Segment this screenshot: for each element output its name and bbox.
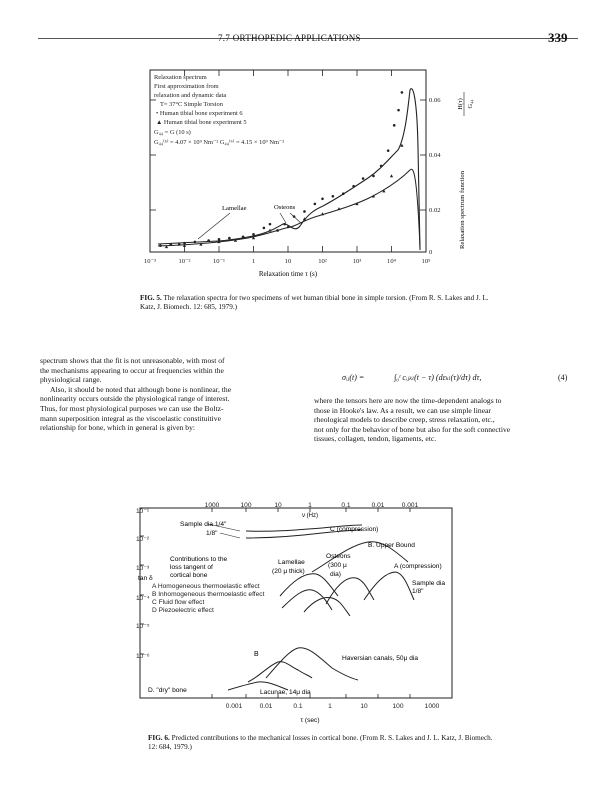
curve-osteons <box>326 578 374 604</box>
label-dry-bone: D. "dry" bone <box>148 687 187 694</box>
data-point-experiment-6 <box>387 149 390 152</box>
effect-label: A Homogeneous thermoelastic effect <box>152 583 260 590</box>
data-point-experiment-6 <box>362 177 365 180</box>
label-contributions: loss tangent of <box>170 564 213 571</box>
freq-tick-label: 1 <box>308 502 312 509</box>
label-lamellae: Lamellae <box>278 559 305 566</box>
figure-6-effects-legend <box>152 583 265 614</box>
data-point-experiment-6 <box>169 243 172 246</box>
figure-5-yfrac-den: G₄₄ <box>467 99 474 109</box>
y-tick-label: 10⁻³ <box>136 565 150 572</box>
legend-line: • Human tibial bone experiment 6 <box>156 110 243 117</box>
y-tick-label: 10⁻¹ <box>136 508 150 515</box>
x-tick-label: 10⁴ <box>387 258 396 265</box>
curve-haversian <box>266 648 358 680</box>
text-line: the mechanisms appearing to occur at frequencies within the <box>40 365 224 375</box>
data-point-experiment-6 <box>332 195 335 198</box>
label-osteons: dia) <box>330 571 341 578</box>
y-tick-label: 0.06 <box>429 97 441 104</box>
text-line: Also, it should be noted that although bone is nonlinear, the <box>50 384 232 394</box>
time-tick-label: 100 <box>392 703 404 710</box>
time-tick-label: 0.1 <box>293 703 303 710</box>
data-point-experiment-6 <box>314 203 317 206</box>
text-line: relationship for bone, which in general is given by: <box>40 423 196 433</box>
text-line: tissues, collagen, tendon, ligaments, etc. <box>314 434 437 444</box>
y-tick-label: 10⁻² <box>136 536 150 543</box>
label-marker-b: B <box>254 651 259 658</box>
figure-6-caption-label: FIG. 6. <box>148 734 170 742</box>
text-line: rheological models to describe creep, stress relaxation, etc., <box>314 415 495 425</box>
legend-line: Relaxation spectrum <box>154 74 207 81</box>
annotation-lamellae: Lamellae <box>222 205 247 212</box>
data-point-experiment-6 <box>397 109 400 112</box>
data-point-experiment-5 <box>321 212 324 215</box>
label-osteons: Osteons <box>326 553 351 560</box>
annotation-osteons: Osteons <box>274 204 296 211</box>
data-point-experiment-6 <box>178 243 181 246</box>
x-tick-label: 10⁻² <box>178 258 191 265</box>
label-haversian: Haversian canals, 50μ dia <box>342 655 419 662</box>
label-osteons: (300 μ <box>328 562 347 569</box>
label-sample-dia-2: 1/8" <box>206 530 218 537</box>
x-tick-label: 10⁻¹ <box>212 258 226 265</box>
figure-6-chart <box>132 500 477 732</box>
freq-tick-label: 0.001 <box>401 502 419 509</box>
curve-effect-2 <box>304 598 350 616</box>
running-header: 7.7 ORTHOPEDIC APPLICATIONS <box>218 33 361 43</box>
freq-tick-label: 10 <box>274 502 282 509</box>
text-line: where the tensors here are now the time-dependent analogs to <box>314 396 502 405</box>
equation-number: (4) <box>558 373 568 382</box>
x-tick-label: 10⁻³ <box>143 258 157 265</box>
freq-tick-label: 100 <box>240 502 252 509</box>
freq-tick-label: 0.01 <box>371 502 385 509</box>
y-tick-label: 0.04 <box>429 152 441 159</box>
label-sample-dia-right: 1/8" <box>412 588 424 595</box>
effect-label: D Piezoelectric effect <box>152 607 214 614</box>
data-point-experiment-6 <box>269 223 272 226</box>
x-tick-label: 10⁵ <box>421 258 431 265</box>
x-tick-label: 10³ <box>352 258 362 265</box>
figure-6-caption <box>148 734 498 752</box>
curve-effect-1 <box>282 590 332 610</box>
figure-5-xlabel: Relaxation time τ (s) <box>258 270 318 278</box>
data-point-experiment-6 <box>401 91 404 94</box>
time-tick-label: 1 <box>328 703 332 710</box>
label-compression-a: A (compression) <box>394 563 442 570</box>
data-point-experiment-6 <box>380 165 383 168</box>
legend-line: T= 37°C Simple Torsion <box>160 101 223 108</box>
equation-rhs: ∫₀ᵗ cᵢⱼₖₗ(t − τ) (dεₖₗ(τ)/dτ) dτ, <box>394 373 482 382</box>
data-point-experiment-6 <box>159 244 162 247</box>
freq-tick-label: 1000 <box>204 502 220 509</box>
label-sample-dia-1: Sample dia 1/4" <box>180 521 227 528</box>
effect-label: B Inhomogeneous thermoelastic effect <box>152 591 265 598</box>
figure-6-y-ticks <box>136 508 150 660</box>
label-sample-dia-right: Sample dia <box>412 580 445 587</box>
data-point-experiment-6 <box>207 239 210 242</box>
data-point-experiment-6 <box>342 192 345 195</box>
label-lacunae: Lacunae, 14μ dia <box>260 689 311 696</box>
figure-5-ylabel: Relaxation spectrum function <box>459 170 466 250</box>
time-tick-label: 0.01 <box>259 703 273 710</box>
data-point-experiment-6 <box>321 198 324 201</box>
data-point-experiment-6 <box>242 236 245 239</box>
data-point-experiment-5 <box>390 174 393 177</box>
curve-haversian-b <box>248 662 312 682</box>
legend-line: G₄₄⁽⁵⁾ = 4.07 × 10⁹ Nm⁻² G₄₄⁽⁶⁾ = 4.15 × 10⁹ Nm⁻² <box>154 139 285 146</box>
text-line: mann superposition integral as the viscoelastic constituitive <box>40 413 221 423</box>
figure-5-yfrac-num: H(τ) <box>457 98 464 110</box>
y-tick-label: 10⁻⁴ <box>136 595 150 602</box>
data-point-experiment-6 <box>303 210 306 213</box>
figure-6-y-axis-label: tan δ <box>138 575 153 582</box>
data-point-experiment-6 <box>352 185 355 188</box>
text-line: those in Hooke's law. As a result, we can use simple linear <box>314 405 491 415</box>
label-upper-bound: B. Upper Bound <box>368 542 415 549</box>
figure-5-legend <box>154 74 284 146</box>
label-compression-c: C (compression) <box>330 526 379 533</box>
y-tick-label: 10⁻⁶ <box>136 653 150 660</box>
freq-tick-label: 0.1 <box>341 502 351 509</box>
legend-line: ▲ Human tibial bone experiment 5 <box>156 119 247 126</box>
text-line: Thus, for most physiological purposes we can use the Boltz- <box>40 403 224 413</box>
text-line: not only for the behavior of bone but also for the soft connective <box>314 424 511 434</box>
x-tick-label: 10² <box>318 258 327 265</box>
figure-6-freq-unit: ν (Hz) <box>302 513 318 519</box>
legend-line: relaxation and dynamic data <box>154 92 227 99</box>
data-point-experiment-6 <box>293 215 296 218</box>
effect-label: C Fluid flow effect <box>152 599 205 606</box>
legend-line: First approximation from <box>154 83 219 90</box>
data-point-experiment-6 <box>252 233 255 236</box>
time-tick-label: 0.001 <box>225 703 243 710</box>
figure-6-time-ticks <box>226 703 440 710</box>
x-tick-label: 1 <box>251 258 256 265</box>
body-text-right <box>314 396 568 444</box>
data-point-experiment-6 <box>372 175 375 178</box>
text-line: physiological range. <box>40 375 102 385</box>
x-tick-label: 10 <box>284 258 292 265</box>
y-tick-label: 0.02 <box>429 207 441 214</box>
body-text-left <box>40 356 286 433</box>
label-contributions: Contributions to the <box>170 556 228 563</box>
data-point-experiment-6 <box>194 241 197 244</box>
figure-5-caption <box>140 294 500 312</box>
y-tick-label: 10⁻⁵ <box>136 623 150 630</box>
equation-lhs: σᵢⱼ(t) = <box>342 373 365 382</box>
figure-6-time-unit: τ (sec) <box>300 717 320 724</box>
figure-5-chart <box>118 58 498 290</box>
y-tick-label: 0 <box>429 249 433 256</box>
data-point-experiment-6 <box>276 229 279 232</box>
time-tick-label: 10 <box>360 703 368 710</box>
figure-5-y-ticks <box>429 97 441 256</box>
figure-5-caption-label: FIG. 5. <box>140 294 162 302</box>
page-number: 339 <box>548 30 568 45</box>
data-point-experiment-6 <box>228 237 231 240</box>
label-contributions: cortical bone <box>170 572 208 579</box>
figure-6-caption-text: Predicted contributions to the mechanical losses in cortical bone. (From R. S. Lakes and J. L. Katz, J. Biomech. 12: 684, 1979.) <box>148 734 493 751</box>
data-point-experiment-6 <box>283 223 286 226</box>
text-line: nonlinearity occurs outside the physiological range of interest. <box>40 394 230 404</box>
data-point-experiment-6 <box>263 227 266 230</box>
label-lamellae: (20 μ thick) <box>272 568 305 575</box>
legend-line: G₄₄ = G (10 s) <box>154 129 191 136</box>
figure-5-x-ticks <box>144 258 430 265</box>
figure-5-caption-text: The relaxation spectra for two specimens of wet human tibial bone in simple torsion. (From R. S. Lakes and J. L. Katz, J. Biomech. 12: 685, 1979.) <box>140 294 489 311</box>
time-tick-label: 1000 <box>424 703 440 710</box>
text-line: spectrum shows that the fit is not unreasonable, with most of <box>40 356 225 365</box>
data-point-experiment-6 <box>393 124 396 127</box>
